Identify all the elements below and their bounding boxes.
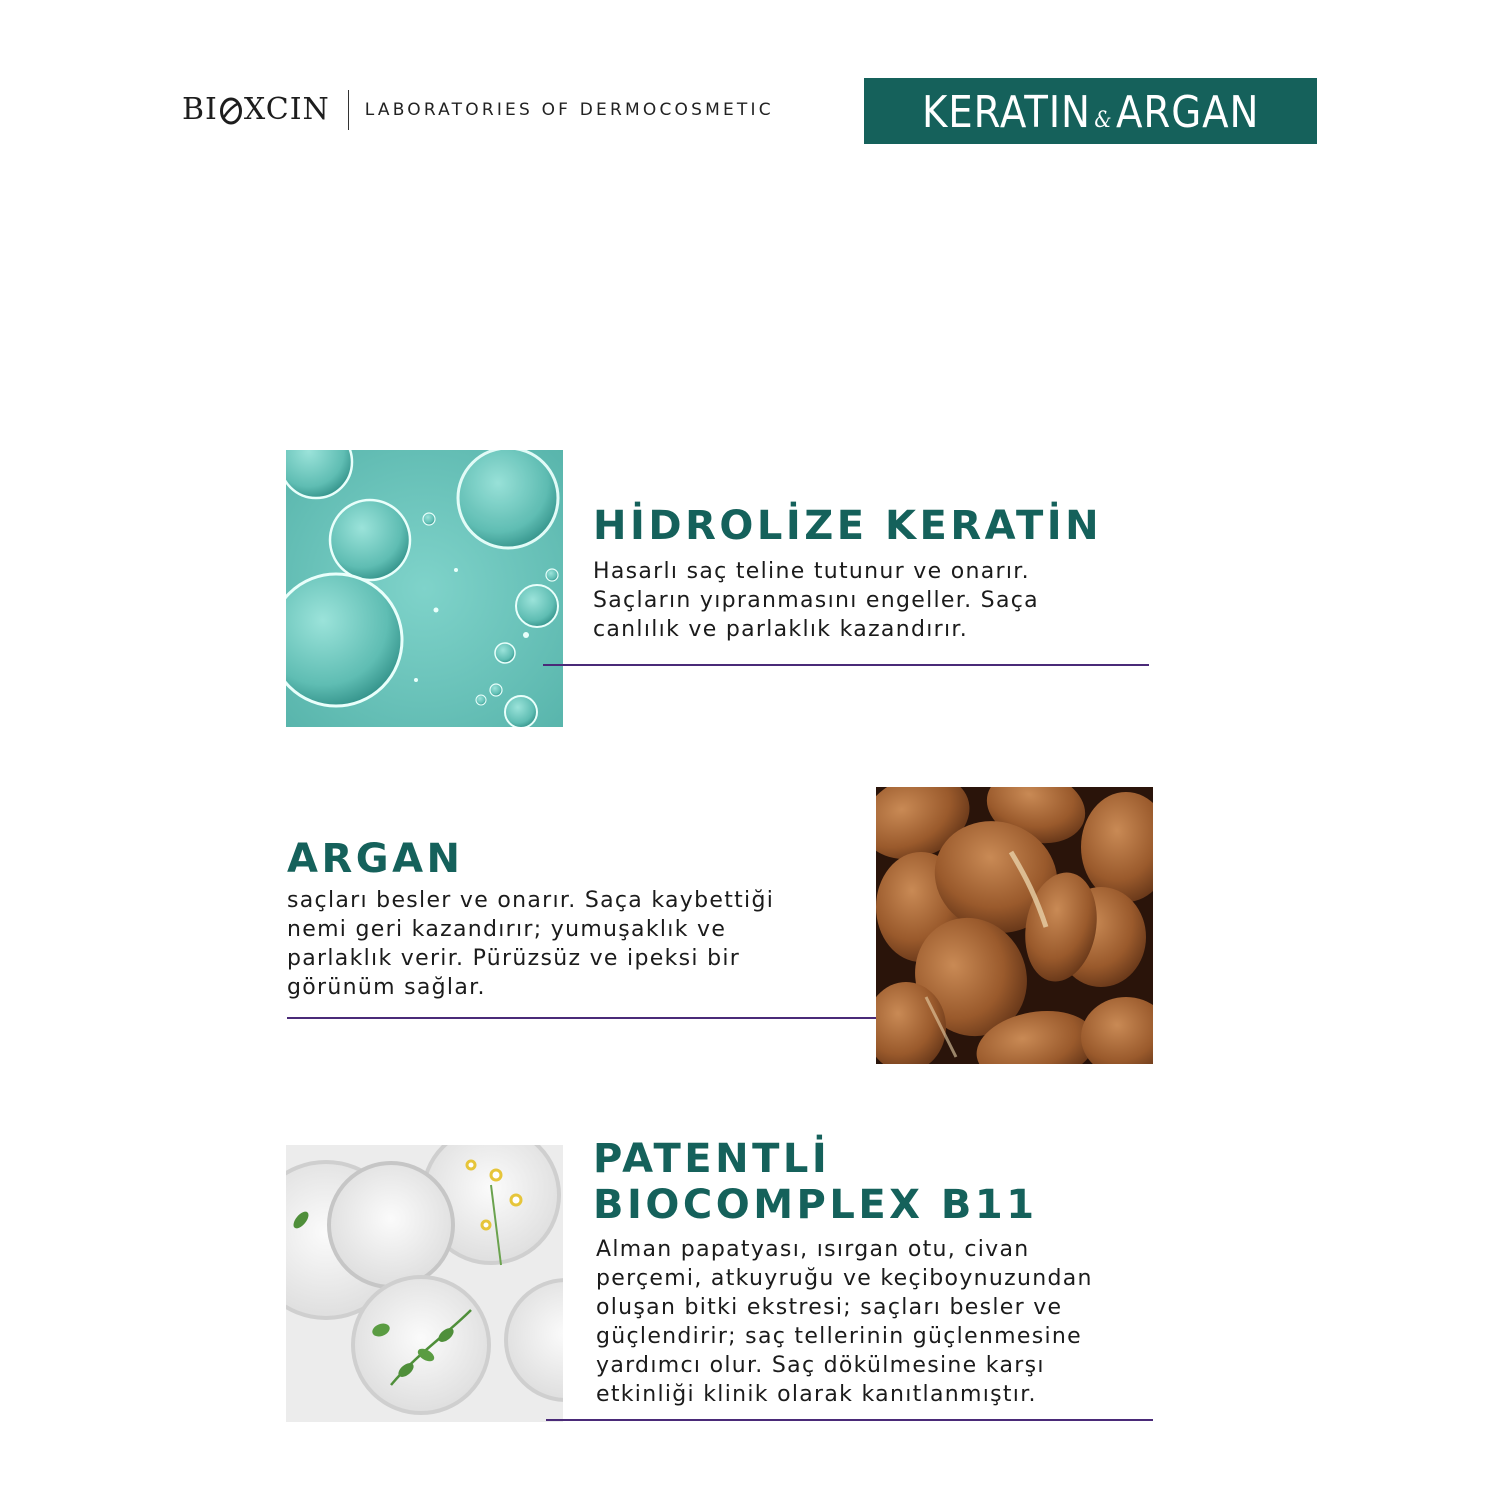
feature-desc-line: perçemi, atkuyruğu ve keçiboynuzundan — [596, 1266, 1093, 1291]
water-droplets-image — [286, 450, 563, 727]
divider-line — [287, 1017, 893, 1019]
feature-desc-line: görünüm sağlar. — [287, 975, 486, 1000]
feature-title-keratin: HİDROLİZE KERATİN — [593, 503, 1103, 549]
product-line-left: KERATIN — [921, 87, 1091, 138]
feature-desc-line: saçları besler ve onarır. Saça kaybettiği — [287, 888, 775, 913]
divider-line — [543, 664, 1149, 666]
product-line-right: ARGAN — [1115, 87, 1260, 138]
brand-divider — [348, 90, 349, 130]
leaf-o-icon — [219, 97, 243, 125]
feature-desc-line: parlaklık verir. Pürüzsüz ve ipeksi bir — [287, 946, 741, 971]
brand-tagline: LABORATORIES OF DERMOCOSMETIC — [364, 100, 774, 120]
feature-desc-keratin — [593, 557, 1039, 644]
feature-desc-line: etkinliği klinik olarak kanıtlanmıştır. — [596, 1382, 1037, 1407]
brand-name-right: XCIN — [243, 92, 330, 127]
feature-desc-line: oluşan bitki ekstresi; saçları besler ve — [596, 1295, 1063, 1320]
product-line-badge — [864, 78, 1317, 144]
feature-title-line: PATENTLİ — [593, 1136, 831, 1182]
feature-title-line: BIOCOMPLEX B11 — [593, 1182, 1038, 1228]
feature-title-biocomplex — [593, 1136, 1038, 1228]
feature-desc-line: yardımcı olur. Saç dökülmesine karşı — [596, 1353, 1045, 1378]
product-line-amp: & — [1094, 108, 1113, 133]
argan-nuts-image — [876, 787, 1153, 1064]
feature-desc-line: Alman papatyası, ısırgan otu, civan — [596, 1237, 1030, 1262]
feature-desc-line: nemi geri kazandırır; yumuşaklık ve — [287, 917, 727, 942]
feature-desc-line: Saçların yıpranmasını engeller. Saça — [593, 588, 1039, 613]
feature-desc-biocomplex — [596, 1235, 1093, 1409]
brand-name — [182, 92, 330, 127]
feature-desc-line: canlılık ve parlaklık kazandırır. — [593, 617, 968, 642]
petri-dishes-herbs-image — [286, 1145, 563, 1422]
feature-desc-argan — [287, 886, 774, 1002]
feature-desc-line: Hasarlı saç teline tutunur ve onarır. — [593, 559, 1030, 584]
feature-title-argan: ARGAN — [287, 836, 464, 882]
brand-name-left: BI — [182, 92, 218, 127]
feature-desc-line: güçlendirir; saç tellerinin güçlenmesine — [596, 1324, 1082, 1349]
divider-line — [546, 1419, 1153, 1421]
brand-logo — [182, 90, 774, 130]
